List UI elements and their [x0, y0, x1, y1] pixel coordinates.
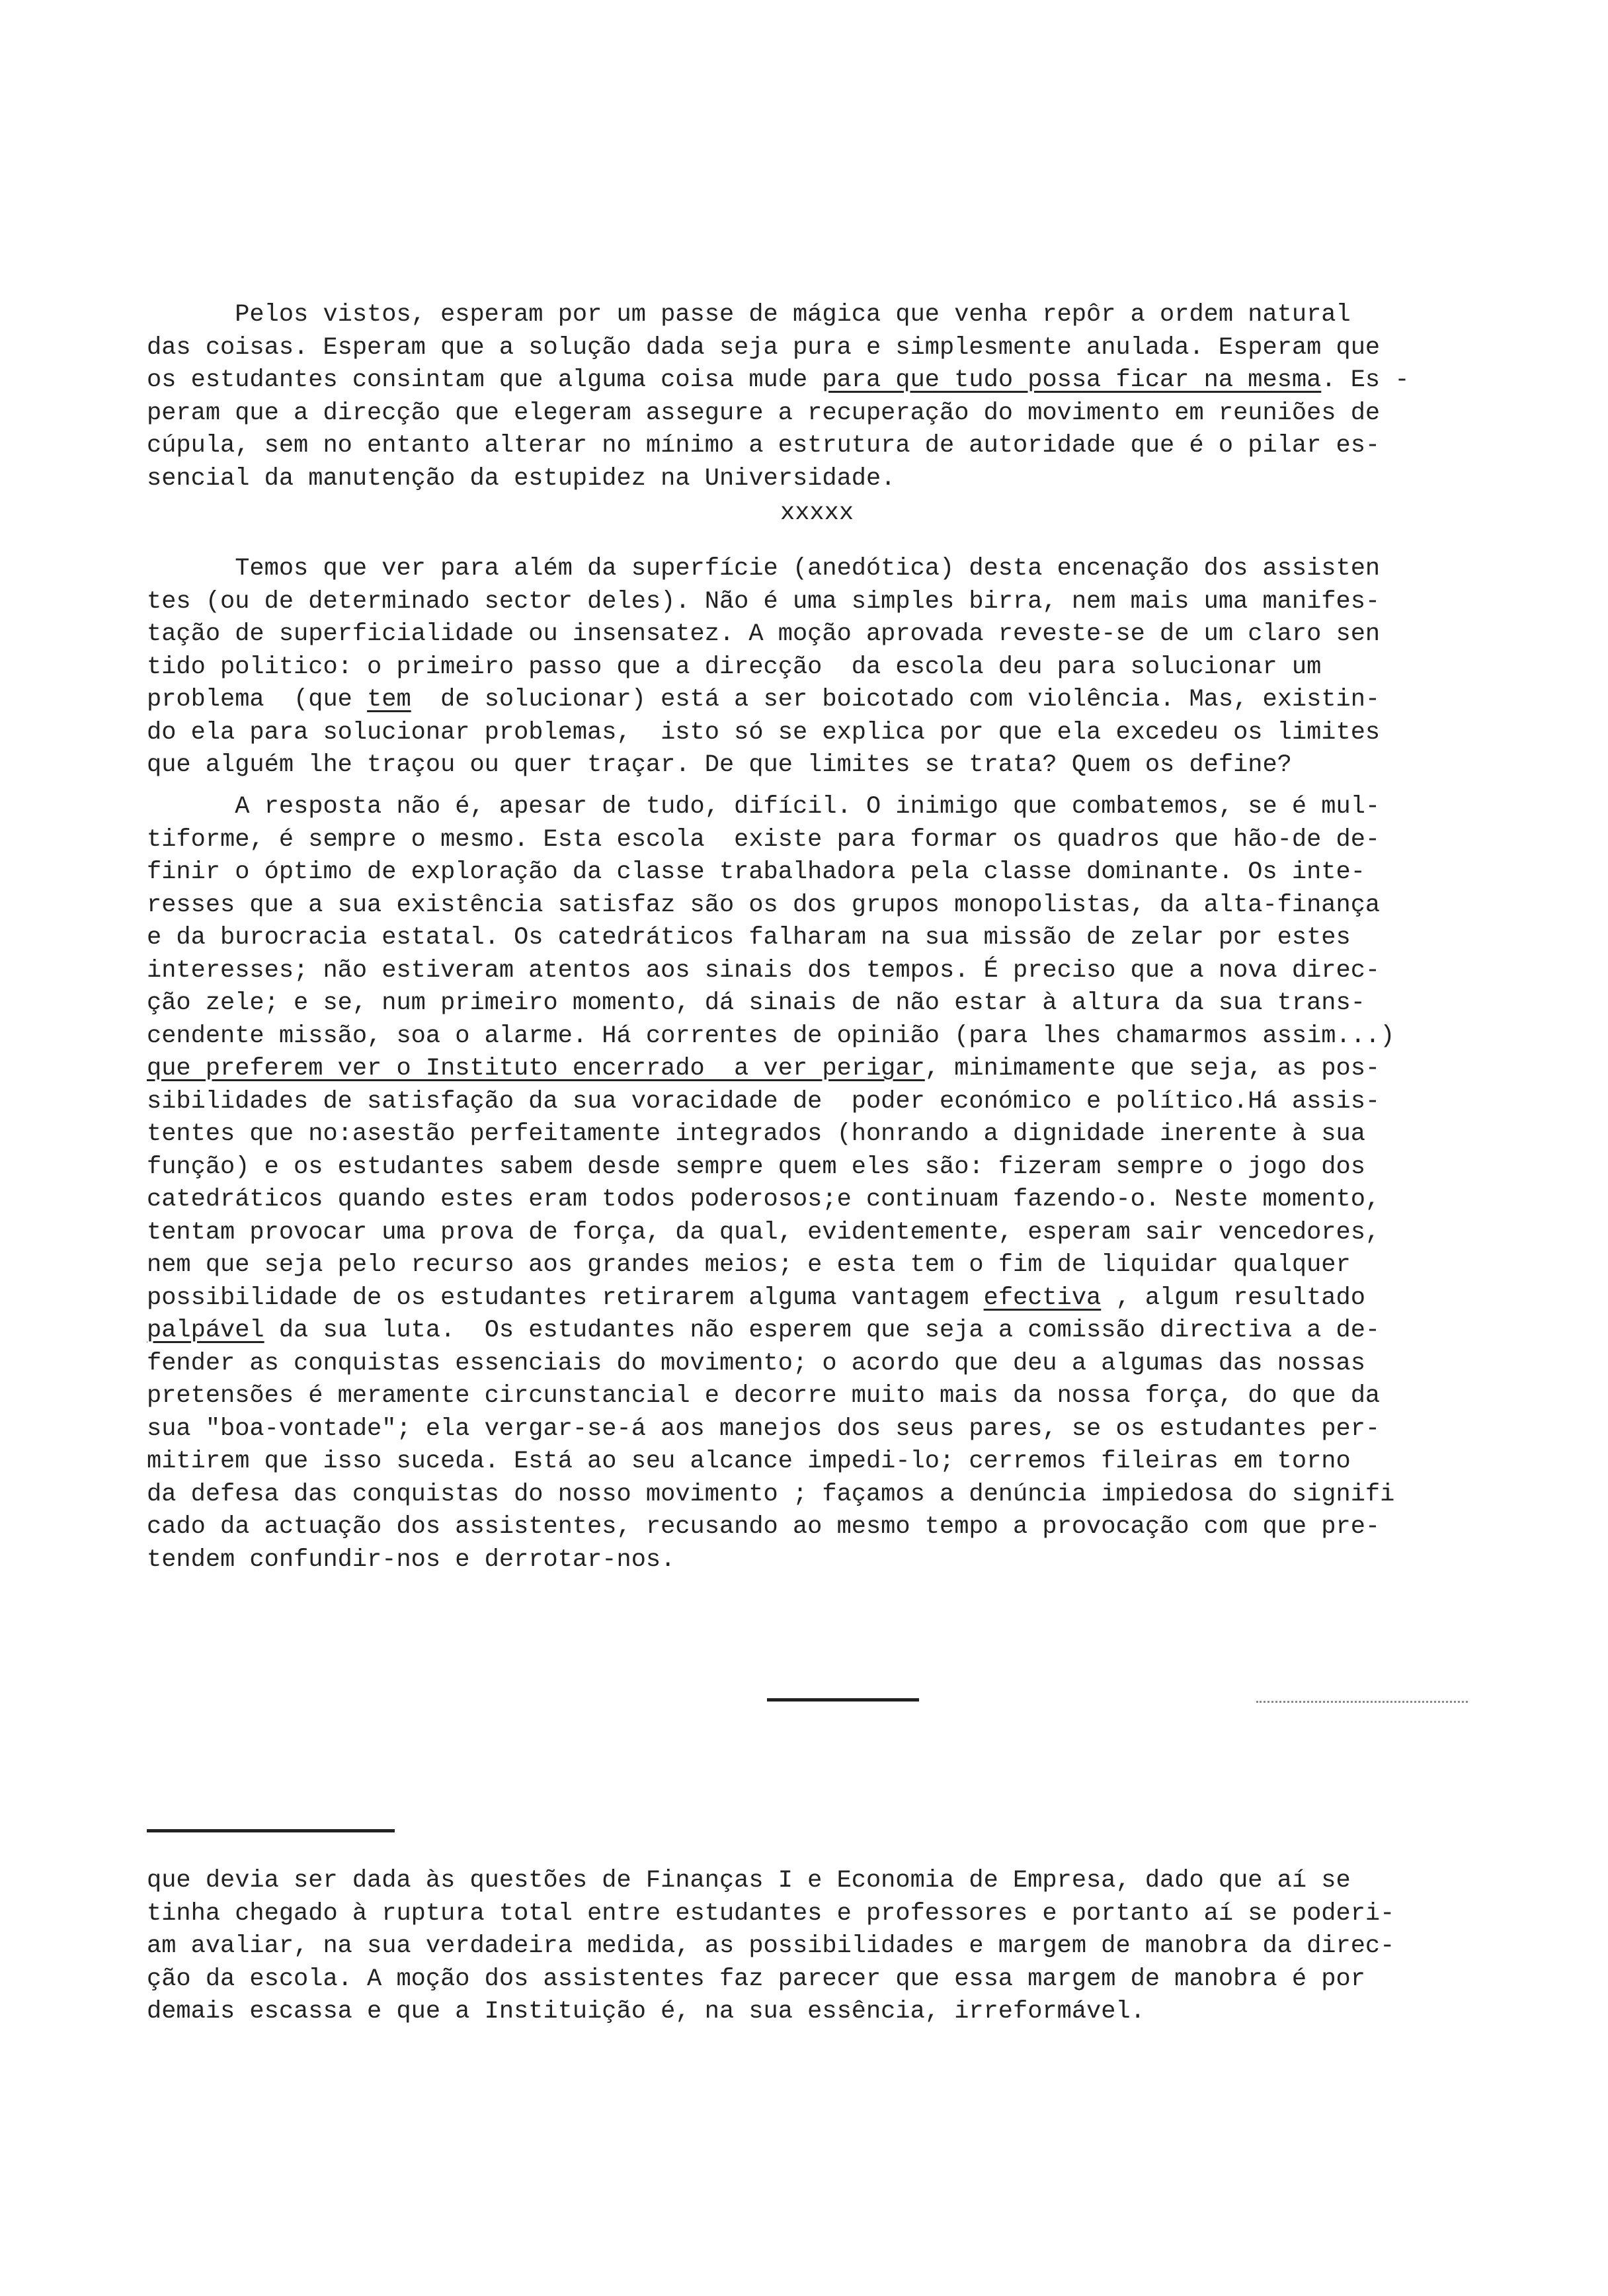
- p3-line-13: catedráticos quando estes eram todos poderosos;e continuam fazendo-o. Neste momento,: [147, 1186, 1381, 1213]
- paragraph-1: [147, 299, 1502, 495]
- p3-line-6: interesses; não estiveram atentos aos sinais dos tempos. É preciso que a nova direc-: [147, 956, 1381, 985]
- p1-line-1: Pelos vistos, esperam por um passe de mágica que venha repôr a ordem natural: [147, 301, 1351, 329]
- p2-underlined-word: tem: [367, 686, 411, 714]
- p3-line-24: tendem confundir-nos e derrotar-nos.: [147, 1545, 676, 1574]
- p1-line-5: cúpula, sem no entanto alterar no mínimo a estrutura de autoridade que é o pilar es-: [147, 432, 1381, 460]
- p3-line-2: tiforme, é sempre o mesmo. Esta escola existe para formar os quadros que hão-de de-: [147, 825, 1381, 854]
- p3-line-17-end: da sua luta. Os estudantes não esperem que seja a comissão directiva a de-: [264, 1317, 1381, 1344]
- p3-line-9-end: , minimamente que seja, as pos-: [924, 1055, 1381, 1083]
- p3-line-11: tentes que no:asestão perfeitamente integrados (honrando a dignidade inerente à sua: [147, 1120, 1365, 1148]
- p3-line-3: finir o óptimo de exploração da classe trabalhadora pela classe dominante. Os inte-: [147, 858, 1365, 886]
- p3-line-22: da defesa das conquistas do nosso movimento ; façamos a denúncia impiedosa do signifi: [147, 1480, 1395, 1508]
- fn-line-4: ção da escola. A moção dos assistentes faz parecer que essa margem de manobra é por: [147, 1965, 1365, 1993]
- p3-line-23: cado da actuação dos assistentes, recusando ao mesmo tempo a provocação com que pre-: [147, 1513, 1381, 1541]
- p1-line-3: os estudantes consintam que alguma coisa mude: [147, 366, 823, 394]
- p3-underlined-efectiva: efectiva: [983, 1284, 1102, 1312]
- paragraph-3: [147, 791, 1502, 1577]
- p3-line-7: ção zele; e se, num primeiro momento, dá sinais de não estar à altura da sua trans-: [147, 989, 1365, 1017]
- section-end-rule: [767, 1698, 919, 1702]
- p3-line-18: fender as conquistas essenciais do movimento; o acordo que deu a algumas das nossas: [147, 1349, 1365, 1377]
- fn-line-1: que devia ser dada às questões de Finanças I e Economia de Empresa, dado que aí se: [147, 1867, 1351, 1895]
- p3-line-20: sua "boa-vontade"; ela vergar-se-á aos manejos dos seus pares, se os estudantes per-: [147, 1414, 1381, 1443]
- p2-line-4: tido politico: o primeiro passo que a direcção da escola deu para solucionar um: [147, 653, 1322, 681]
- fn-line-3: am avaliar, na sua verdadeira medida, as possibilidades e margem de manobra da direc-: [147, 1932, 1395, 1960]
- p3-line-16: possibilidade de os estudantes retirarem alguma vantagem: [147, 1284, 984, 1312]
- faint-dotted-line: [1256, 1701, 1468, 1703]
- p3-line-5: e da burocracia estatal. Os catedráticos falharam na sua missão de zelar por estes: [147, 924, 1351, 952]
- p3-line-19: pretensões é meramente circunstancial e decorre muito mais da nossa força, do que da: [147, 1382, 1381, 1410]
- p1-line-6: sencial da manutenção da estupidez na Universidade.: [147, 464, 896, 493]
- p2-line-5-end: de solucionar) está a ser boicotado com violência. Mas, existin-: [411, 686, 1381, 714]
- divider-text: xxxxx: [780, 499, 854, 527]
- p3-underlined-palpavel: palpável: [147, 1317, 264, 1344]
- p2-line-7: que alguém lhe traçou ou quer traçar. De que limites se trata? Quem os define?: [147, 751, 1292, 779]
- p3-line-10: sibilidades de satisfação da sua voracidade de poder económico e político.Há assis-: [147, 1087, 1381, 1116]
- footnote-rule: [147, 1829, 395, 1832]
- p2-line-3: tação de superficialidade ou insensatez. A moção aprovada reveste-se de um claro sen: [147, 620, 1381, 648]
- fn-line-2: tinha chegado à ruptura total entre estudantes e professores e portanto aí se poderi-: [147, 1899, 1395, 1928]
- p3-line-1: A resposta não é, apesar de tudo, difícil. O inimigo que combatemos, se é mul-: [147, 793, 1381, 821]
- p3-line-14: tentam provocar uma prova de força, da qual, evidentemente, esperam sair vencedores,: [147, 1218, 1381, 1247]
- paragraph-2: [147, 553, 1502, 782]
- p1-line-3-end: . Es -: [1321, 366, 1410, 394]
- p1-underlined-phrase: para que tudo possa ficar na mesma: [822, 366, 1322, 394]
- p3-underlined-phrase: que preferem ver o Instituto encerrado a ver perigar: [147, 1055, 925, 1083]
- p3-line-15: nem que seja pelo recurso aos grandes meios; e esta tem o fim de liquidar qualquer: [147, 1251, 1351, 1279]
- fn-line-5: demais escassa e que a Instituição é, na sua essência, irreformável.: [147, 1998, 1145, 2026]
- p2-line-6: do ela para solucionar problemas, isto só se explica por que ela excedeu os limites: [147, 718, 1381, 747]
- p3-line-16-end: , algum resultado: [1101, 1284, 1365, 1312]
- p3-line-4: resses que a sua existência satisfaz são os dos grupos monopolistas, da alta-finança: [147, 891, 1381, 919]
- p3-line-8: cendente missão, soa o alarme. Há correntes de opinião (para lhes chamarmos assim...): [147, 1022, 1395, 1050]
- p1-line-2: das coisas. Esperam que a solução dada seja pura e simplesmente anulada. Esperam que: [147, 333, 1381, 362]
- p2-line-2: tes (ou de determinado sector deles). Não é uma simples birra, nem mais uma manifes-: [147, 587, 1381, 616]
- p2-line-5: problema (que: [147, 686, 368, 714]
- p3-line-12: função) e os estudantes sabem desde sempre quem eles são: fizeram sempre o jogo dos: [147, 1153, 1365, 1181]
- p2-line-1: Temos que ver para além da superfície (anedótica) desta encenação dos assisten: [147, 555, 1381, 583]
- section-divider-marker: [780, 497, 912, 530]
- p3-line-21: mitirem que isso suceda. Está ao seu alcance impedi-lo; cerremos fileiras em torno: [147, 1448, 1351, 1475]
- p1-line-4: peram que a direcção que elegeram assegure a recuperação do movimento em reuniões de: [147, 399, 1381, 427]
- footnote-text: [147, 1865, 1502, 2029]
